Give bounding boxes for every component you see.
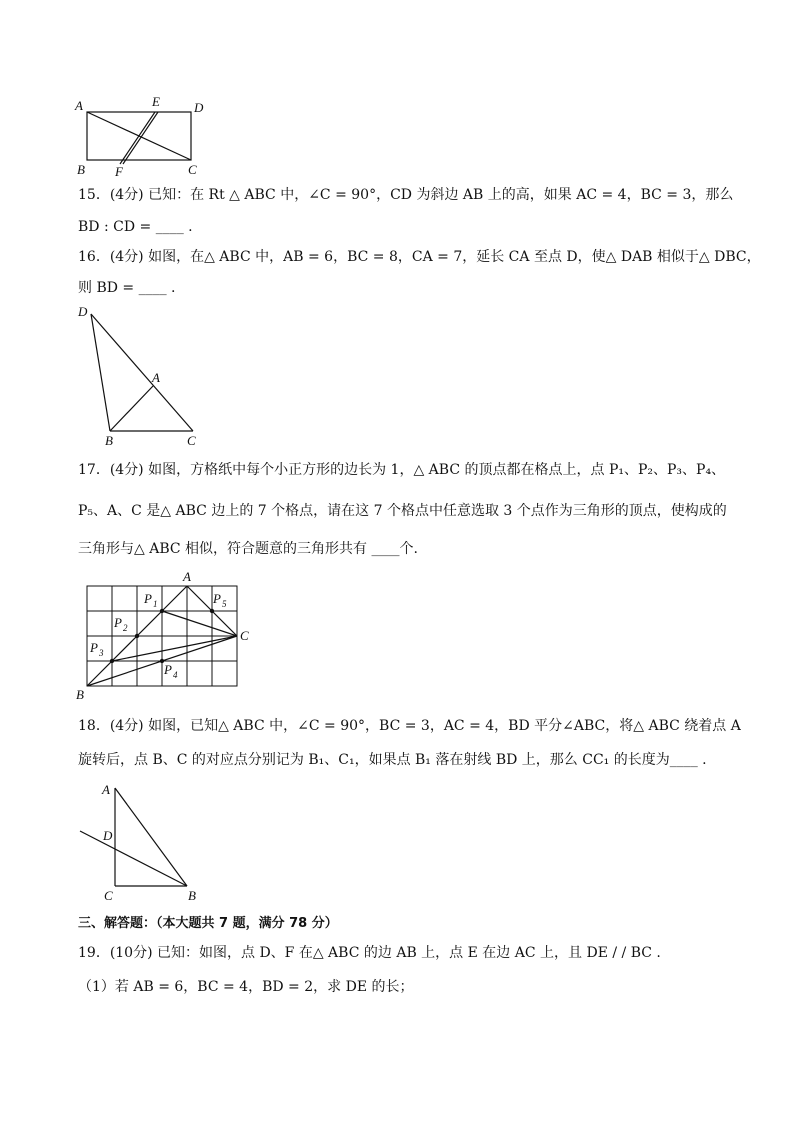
segment-dc [91, 314, 193, 431]
label-a: A [102, 782, 110, 797]
label-c: C [240, 628, 249, 643]
question-19-line-2: （1）若 AB = 6，BC = 4，BD = 2，求 DE 的长； [78, 979, 414, 995]
segment-ef [120, 112, 155, 164]
label-p5: P [213, 591, 221, 606]
question-17-line-2: P₅、A、C 是△ ABC 边上的 7 个格点，请在这 7 个格点中任意选取 3 个点作为三角形的顶点，使构成的 [78, 503, 727, 519]
label-d: D [194, 100, 204, 115]
label-b: B [105, 433, 113, 448]
label-p1-sub: 1 [153, 599, 158, 609]
label-a: A [75, 98, 83, 113]
segment-db [91, 314, 110, 431]
label-b: B [188, 888, 196, 903]
point-p5 [210, 609, 214, 613]
label-c: C [187, 433, 196, 448]
right-triangle-figure [70, 778, 210, 908]
ray-bd [80, 831, 187, 886]
label-f: F [115, 164, 123, 179]
point-p3 [110, 659, 114, 663]
question-15-line-2: BD : CD = ____ . [78, 219, 193, 235]
label-p5-sub: 5 [222, 599, 227, 609]
label-a: A [152, 370, 160, 385]
segment-ba [110, 386, 153, 431]
question-17-line-3: 三角形与△ ABC 相似，符合题意的三角形共有 ____个. [78, 541, 418, 557]
label-a: A [183, 569, 191, 584]
section-heading: 三、解答题：（本大题共 7 题，满分 78 分） [78, 916, 338, 931]
rectangle-figure [70, 90, 220, 180]
question-18-line-2: 旋转后，点 B、C 的对应点分别记为 B₁、C₁，如果点 B₁ 落在射线 BD 上，那么 CC₁ 的长度为____ . [78, 752, 707, 768]
label-p3: P [90, 640, 98, 655]
label-c: C [188, 162, 197, 177]
question-19-line-1: 19．(10分) 已知：如图，点 D、F 在△ ABC 的边 AB 上，点 E 在边 AC 上，且 DE / / BC . [78, 945, 661, 961]
segment-ab [115, 788, 187, 886]
label-p2: P [114, 615, 122, 630]
label-p4-sub: 4 [173, 670, 178, 680]
label-c: C [104, 888, 113, 903]
label-b: B [76, 687, 84, 702]
question-16-line-2: 则 BD = ____ . [78, 280, 176, 296]
label-e: E [152, 94, 160, 109]
question-15-line-1: 15．(4分) 已知：在 Rt △ ABC 中，∠C = 90°，CD 为斜边 AB 上的高，如果 AC = 4，BC = 3，那么 [78, 187, 734, 203]
label-p2-sub: 2 [123, 623, 128, 633]
question-18-line-1: 18．(4分) 如图，已知△ ABC 中，∠C = 90°，BC = 3，AC = 4，BD 平分∠ABC，将△ ABC 绕着点 A [78, 718, 741, 734]
point-p1 [160, 609, 164, 613]
label-p1: P [144, 591, 152, 606]
label-p3-sub: 3 [99, 648, 104, 658]
question-16-line-1: 16．(4分) 如图，在△ ABC 中，AB = 6，BC = 8，CA = 7，延长 CA 至点 D，使△ DAB 相似于△ DBC， [78, 249, 761, 265]
label-b: B [77, 162, 85, 177]
label-d: D [78, 304, 88, 319]
question-17-line-1: 17．(4分) 如图，方格纸中每个小正方形的边长为 1，△ ABC 的顶点都在格点上，点 P₁、P₂、P₃、P₄、 [78, 462, 726, 478]
label-d: D [103, 828, 113, 843]
point-p2 [135, 634, 139, 638]
triangle-dbc-figure [70, 300, 210, 450]
grid-triangle-figure [72, 566, 262, 706]
label-p4: P [164, 662, 172, 677]
